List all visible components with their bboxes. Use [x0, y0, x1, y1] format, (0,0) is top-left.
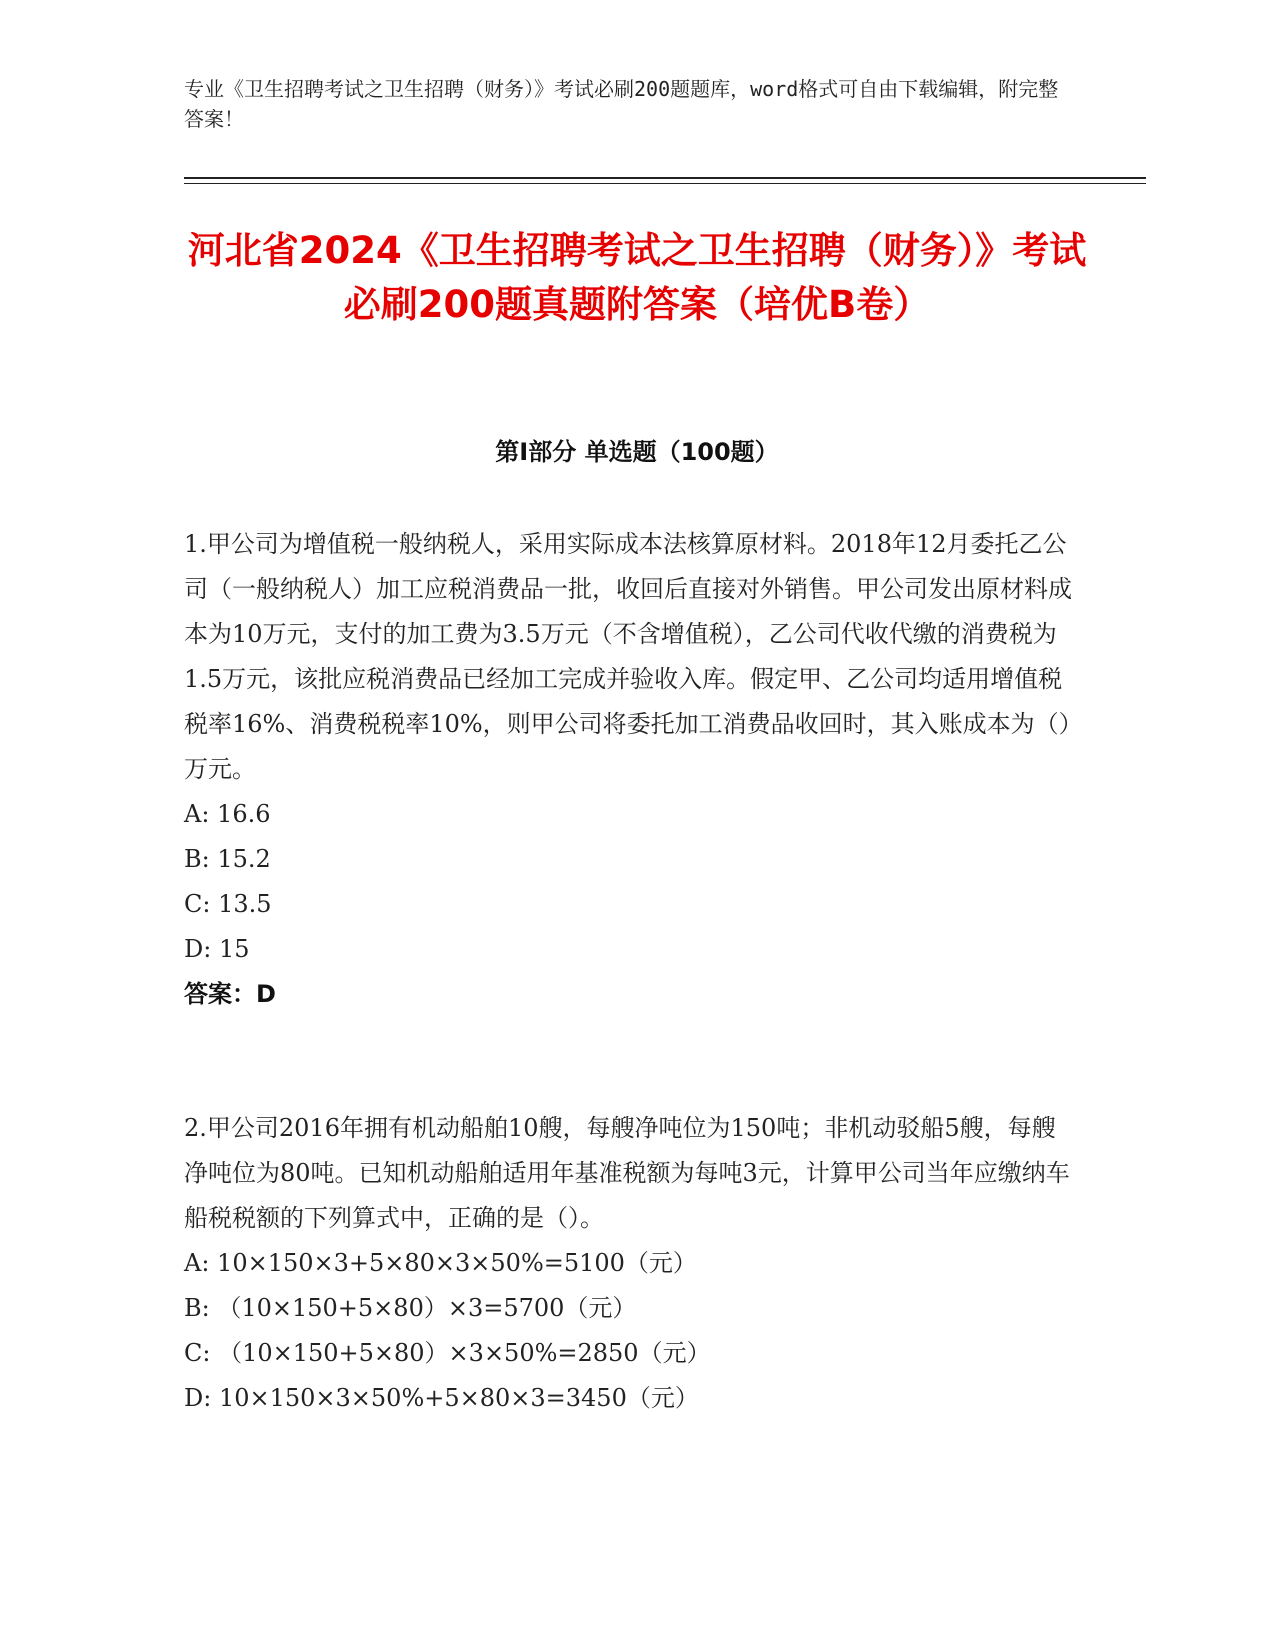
- header-rule-thick: [184, 177, 1146, 179]
- question-1: [184, 522, 1074, 1017]
- question-stem: 1.甲公司为增值税一般纳税人，采用实际成本法核算原材料。2018年12月委托乙公司（一般纳税人）加工应税消费品一批，收回后直接对外销售。甲公司发出原材料成本为10万元，支付的加工费为3.5万元（不含增值税），乙公司代收代缴的消费税为1.5万元，该批应税消费品已经加工完成并验收入库。假定甲、乙公司均适用增值税税率16%、消费税税率10%，则甲公司将委托加工消费品收回时，其入账成本为（）万元。: [184, 530, 1072, 783]
- option-b: B: （10×150+5×80）×3=5700（元）: [184, 1294, 637, 1322]
- option-d: D: 10×150×3×50%+5×80×3=3450（元）: [184, 1384, 699, 1412]
- document-title: 河北省2024《卫生招聘考试之卫生招聘（财务）》考试必刷200题真题附答案（培优B卷）: [187, 229, 1087, 326]
- header-rule-thin: [184, 183, 1146, 184]
- question-stem: 2.甲公司2016年拥有机动船舶10艘，每艘净吨位为150吨；非机动驳船5艘，每艘净吨位为80吨。已知机动船舶适用年基准税额为每吨3元，计算甲公司当年应缴纳车船税税额的下列算式中，正确的是（）。: [184, 1114, 1070, 1232]
- answer: 答案：D: [184, 980, 276, 1008]
- option-b: B: 15.2: [184, 845, 271, 873]
- option-a: A: 10×150×3+5×80×3×50%=5100（元）: [184, 1249, 697, 1277]
- section-title: 第I部分 单选题（100题）: [495, 438, 779, 466]
- header-note: 专业《卫生招聘考试之卫生招聘（财务）》考试必刷200题题库，word格式可自由下载编辑，附完整答案！: [184, 77, 1059, 131]
- question-2: [184, 1106, 1074, 1421]
- option-a: A: 16.6: [184, 800, 271, 828]
- option-c: C: 13.5: [184, 890, 272, 918]
- option-d: D: 15: [184, 935, 250, 963]
- option-c: C: （10×150+5×80）×3×50%=2850（元）: [184, 1339, 711, 1367]
